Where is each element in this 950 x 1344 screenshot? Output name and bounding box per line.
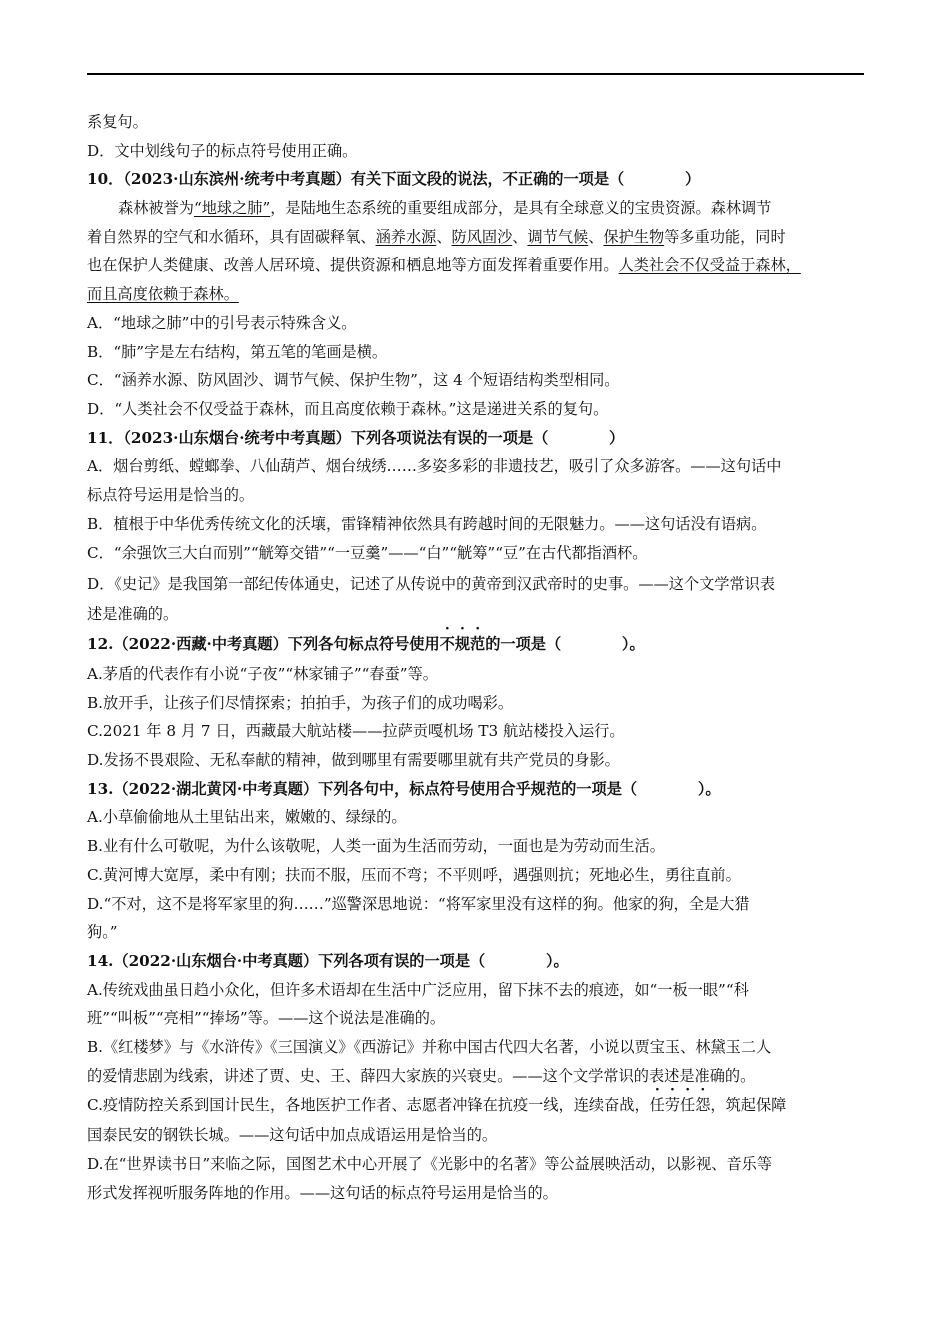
emphasis-dot-char: 怨 — [695, 1096, 711, 1115]
question-13-option-c: C.黄河博大宽厚，柔中有刚；扶而不服，压而不弯；不平则呼，遇强则抗；死地必生，勇往直前。 — [87, 865, 741, 884]
question-14-option-b-line-1: B.《红楼梦》与《水浒传》《三国演义》《西游记》并称中国古代四大名著，小说以贾宝玉、林黛玉二人 — [87, 1037, 772, 1056]
question-13-option-b: B.业有什么可敬呢，为什么该敬呢，人类一面为生活而劳动，一面也是为劳动而生活。 — [87, 837, 665, 856]
question-13-option-a: A.小草偷偷地从土里钻出来，嫩嫩的、绿绿的。 — [87, 808, 407, 827]
question-14-option-b-line-2: 的爱情悲剧为线索，讲述了贾、史、王、薛四大家族的兴衰史。——这个文学常识的表述是准确的。 — [87, 1066, 756, 1085]
question-10-passage-line-3: 也在保护人类健康、改善人居环境、提供资源和栖息地等方面发挥着重要作用。人类社会不仅受益于森林， — [87, 256, 801, 275]
question-11-option-a-line-2: 标点符号运用是恰当的。 — [87, 485, 255, 504]
question-12-option-d: D.发扬不畏艰险、无私奉献的精神，做到哪里有需要哪里就有共产党员的身影。 — [87, 751, 620, 770]
emphasis-dot-char: 劳 — [664, 1096, 681, 1115]
question-10-option-b: B．“肺”字是左右结构，第五笔的笔画是横。 — [87, 342, 388, 361]
document-body — [87, 108, 877, 1207]
question-10-stem: 10．（2023·山东滨州·统考中考真题）有关下面文段的说法，不正确的一项是（ ） — [87, 170, 701, 189]
question-11-stem: 11．（2023·山东烟台·统考中考真题）下列各项说法有误的一项是（ ） — [87, 428, 625, 447]
question-11-option-d-line-2: 述是准确的。 — [87, 605, 179, 624]
question-10-passage-line-4: 而且高度依赖于森林。 — [87, 285, 239, 304]
question-10-option-d: D．“人类社会不仅受益于森林，而且高度依赖于森林。”这是递进关系的复句。 — [87, 399, 609, 418]
emphasis-dot-char: 范 — [470, 635, 486, 653]
emphasis-dot-char: 规 — [454, 635, 471, 653]
header-rule — [87, 73, 864, 75]
question-10-option-c: C．“涵养水源、防风固沙、调节气候、保护生物”，这 4 个短语结构类型相同。 — [87, 371, 620, 390]
question-14-option-d-line-1: D.在“世界读书日”来临之际，国图艺术中心开展了《光影中的名著》等公益展映活动，以影视、音乐等 — [87, 1155, 773, 1173]
question-10-option-a: A．“地球之肺”中的引号表示特殊含义。 — [87, 313, 357, 332]
emphasis-dot-char: 任 — [680, 1096, 696, 1115]
question-11-option-c: C．“余强饮三大白而别”“觥筹交错”“一豆羹”——“白”“觥筹”“豆”在古代都指酒杯。 — [87, 544, 648, 563]
question-14-option-a-line-1: A.传统戏曲虽日趋小众化，但许多术语却在生活中广泛应用，留下抹不去的痕迹，如“一板一眼”“科 — [87, 980, 749, 999]
question-14-option-c-line-2: 国泰民安的钢铁长城。——这句话中加点成语运用是恰当的。 — [87, 1126, 498, 1145]
emphasis-dot-char: 不 — [439, 635, 455, 653]
prev-continuation: 系复句。 — [87, 113, 148, 131]
question-13-option-d-line-2: 狗。” — [87, 923, 118, 942]
emphasis-dot-char: 任 — [649, 1096, 665, 1115]
question-14-stem: 14.（2022·山东烟台·中考真题）下列各项有误的一项是（ ）。 — [87, 951, 569, 970]
question-14-option-d-line-2: 形式发挥视听服务阵地的作用。——这句话的标点符号运用是恰当的。 — [87, 1183, 558, 1202]
question-13-stem: 13.（2022·湖北黄冈·中考真题）下列各句中，标点符号使用合乎规范的一项是（ ）。 — [87, 779, 721, 798]
question-12-option-b: B.放开手，让孩子们尽情探索；拍拍手，为孩子们的成功喝彩。 — [87, 693, 514, 712]
question-11-option-b: B．植根于中华优秀传统文化的沃壤，雷锋精神依然具有跨越时间的无限魅力。——这句话没有语病。 — [87, 514, 767, 533]
question-12-option-a: A.茅盾的代表作有小说“子夜”“林家铺子”“春蚕”等。 — [87, 665, 438, 683]
question-12-option-c: C.2021 年 8 月 7 日，西藏最大航站楼——拉萨贡嘎机场 T3 航站楼投入运行。 — [87, 722, 625, 741]
question-14-option-c-line-1: C.疫情防控关系到国计民生，各地医护工作者、志愿者冲锋在抗疫一线，连续奋战，任劳任怨，筑起保障 — [87, 1090, 877, 1121]
question-13-option-d-line-1: D.“不对，这不是将军家里的狗……”巡警深思地说：“将军家里没有这样的狗。他家的狗，全是大猎 — [87, 894, 750, 913]
question-12-stem: 12.（2022·西藏·中考真题）下列各句标点符号使用不规范的一项是（ ）。 — [87, 629, 877, 660]
question-11-option-d-line-1: D．《史记》是我国第一部纪传体通史，记述了从传说中的黄帝到汉武帝时的史事。——这个文学常识表 — [87, 575, 776, 594]
question-10-passage-line-2: 着自然界的空气和水循环，具有固碳释氧、涵养水源、防风固沙、调节气候、保护生物等多重功能，同时 — [87, 227, 786, 246]
question-14-option-a-line-2: 班”“叫板”“亮相”“捧场”等。——这个说法是准确的。 — [87, 1009, 446, 1028]
question-11-option-a-line-1: A．烟台剪纸、螳螂拳、八仙葫芦、烟台绒绣……多姿多彩的非遗技艺，吸引了众多游客。——这句话中 — [87, 457, 782, 476]
question-10-passage-line-1: 森林被誉为“地球之肺”，是陆地生态系统的重要组成部分，是具有全球意义的宝贵资源。森林调节 — [118, 199, 772, 218]
prev-option-d: D．文中划线句子的标点符号使用正确。 — [87, 141, 358, 160]
